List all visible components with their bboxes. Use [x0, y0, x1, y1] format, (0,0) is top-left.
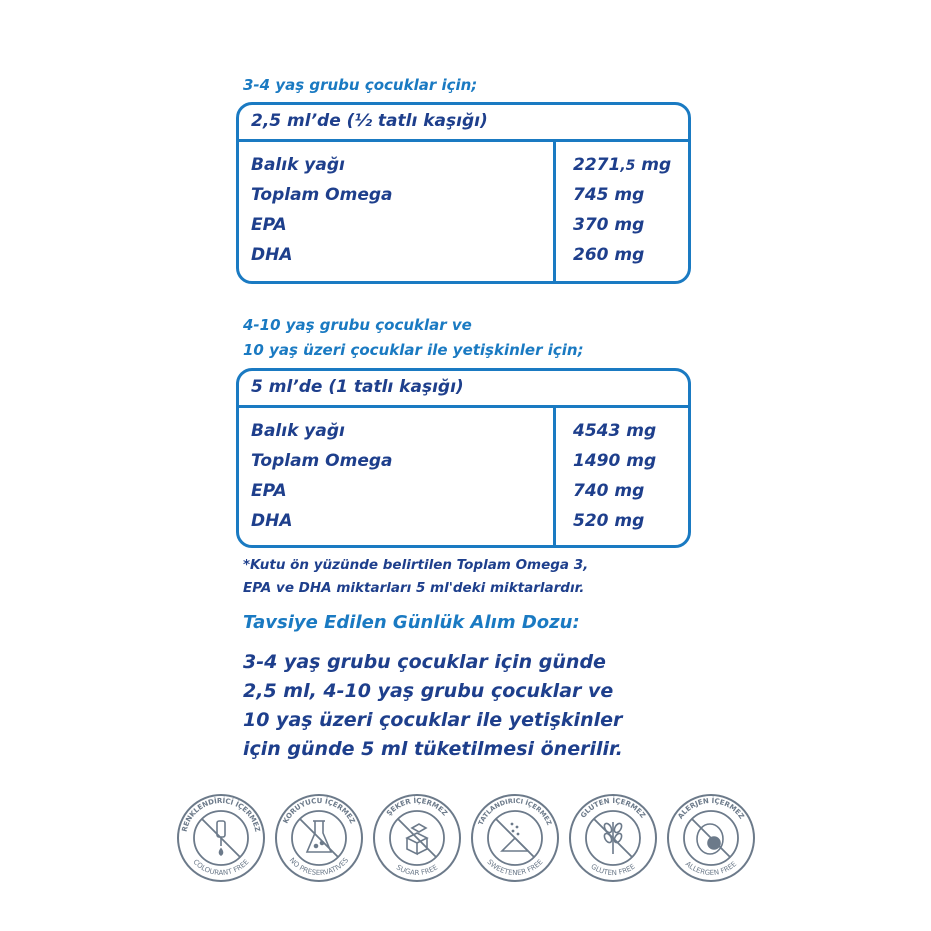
sugar-free-badge [372, 788, 462, 888]
sweetener-free-badge [470, 788, 560, 888]
row-label: Toplam Omega [251, 185, 393, 205]
table-row [239, 416, 688, 446]
dose-line: 10 yaş üzeri çocuklar ile yetişkinler [243, 709, 623, 731]
svg-text:ALLERGEN FREE [684, 860, 738, 877]
row-label: EPA [251, 481, 287, 501]
table-row [239, 446, 688, 476]
footnote [243, 554, 588, 600]
dose-line: için günde 5 ml tüketilmesi önerilir. [243, 738, 623, 760]
table-row [239, 180, 688, 210]
row-label: DHA [251, 511, 293, 531]
row-label: Balık yağı [251, 155, 345, 175]
badge-top-text: RENKLENDİRİCİ İÇERMEZ [180, 796, 262, 833]
table-header: 5 ml’de (1 tatlı kaşığı) [239, 371, 688, 408]
row-value: 1490 mg [573, 451, 657, 471]
dose-text [243, 648, 623, 764]
row-value: 745 mg [573, 185, 645, 205]
svg-text:GLUTEN İÇERMEZ [579, 796, 647, 820]
dose-title: Tavsiye Edilen Günlük Alım Dozu: [243, 612, 580, 633]
allergen-free-badge [666, 788, 756, 888]
row-label: EPA [251, 215, 287, 235]
row-value: 4543 mg [573, 421, 657, 441]
free-from-badges [176, 788, 756, 888]
badge-bottom-text: SUGAR FREE [394, 863, 440, 878]
gluten-free-badge [568, 788, 658, 888]
badge-top-text: TATLANDIRICI İÇERMEZ [476, 796, 554, 827]
badge-top-text: ALERJEN İÇERMEZ [676, 796, 746, 821]
row-label: Balık yağı [251, 421, 345, 441]
svg-text:SWEETENER FREE [485, 858, 544, 877]
svg-text:ALERJEN İÇERMEZ [676, 796, 745, 821]
badge-bottom-text: NO PRESERVATIVES [287, 856, 351, 878]
colourant-free-badge [176, 788, 266, 888]
section2-title-line2: 10 yaş üzeri çocuklar ile yetişkinler için; [243, 341, 584, 359]
svg-text:RENKLENDİRİCİ İÇERMEZ [181, 796, 262, 833]
svg-text:COLOURANT FREE [191, 858, 250, 877]
badge-bottom-text: SWEETENER FREE [485, 858, 545, 878]
section1-title: 3-4 yaş grubu çocuklar için; [243, 76, 478, 94]
row-value: 260 mg [573, 245, 645, 265]
section2-title-line1: 4-10 yaş grubu çocuklar ve [243, 316, 472, 334]
footnote-line: *Kutu ön yüzünde belirtilen Toplam Omega 3, [243, 557, 589, 573]
badge-bottom-text: COLOURANT FREE [191, 857, 251, 878]
row-value: 370 mg [573, 215, 645, 235]
badge-top-text: ŞEKER İÇERMEZ [385, 796, 449, 818]
row-label: DHA [251, 245, 293, 265]
dosage-table-5ml [236, 368, 691, 548]
table-header: 2,5 ml’de (½ tatlı kaşığı) [239, 105, 688, 142]
table-row [239, 240, 688, 270]
badge-top-text: GLUTEN İÇERMEZ [579, 796, 647, 820]
dose-line: 2,5 ml, 4-10 yaş grubu çocuklar ve [243, 680, 614, 702]
dosage-table-2-5ml [236, 102, 691, 284]
badge-bottom-text: GLUTEN FREE [589, 862, 637, 878]
row-value: 2271,5 mg [573, 155, 672, 175]
row-label: Toplam Omega [251, 451, 393, 471]
badge-bottom-text: ALLERGEN FREE [683, 860, 739, 878]
footnote-line: EPA ve DHA miktarları 5 ml'deki miktarlardır. [243, 580, 585, 596]
svg-text:ŞEKER İÇERMEZ [385, 796, 449, 817]
table-row [239, 210, 688, 240]
no-preservatives-badge [274, 788, 364, 888]
row-value: 520 mg [573, 511, 645, 531]
dose-line: 3-4 yaş grubu çocuklar için günde [243, 651, 606, 673]
row-value: 740 mg [573, 481, 645, 501]
table-row [239, 476, 688, 506]
badge-top-text: KORUYUCU İÇERMEZ [281, 796, 357, 825]
table-row [239, 506, 688, 536]
table-row [239, 150, 688, 180]
